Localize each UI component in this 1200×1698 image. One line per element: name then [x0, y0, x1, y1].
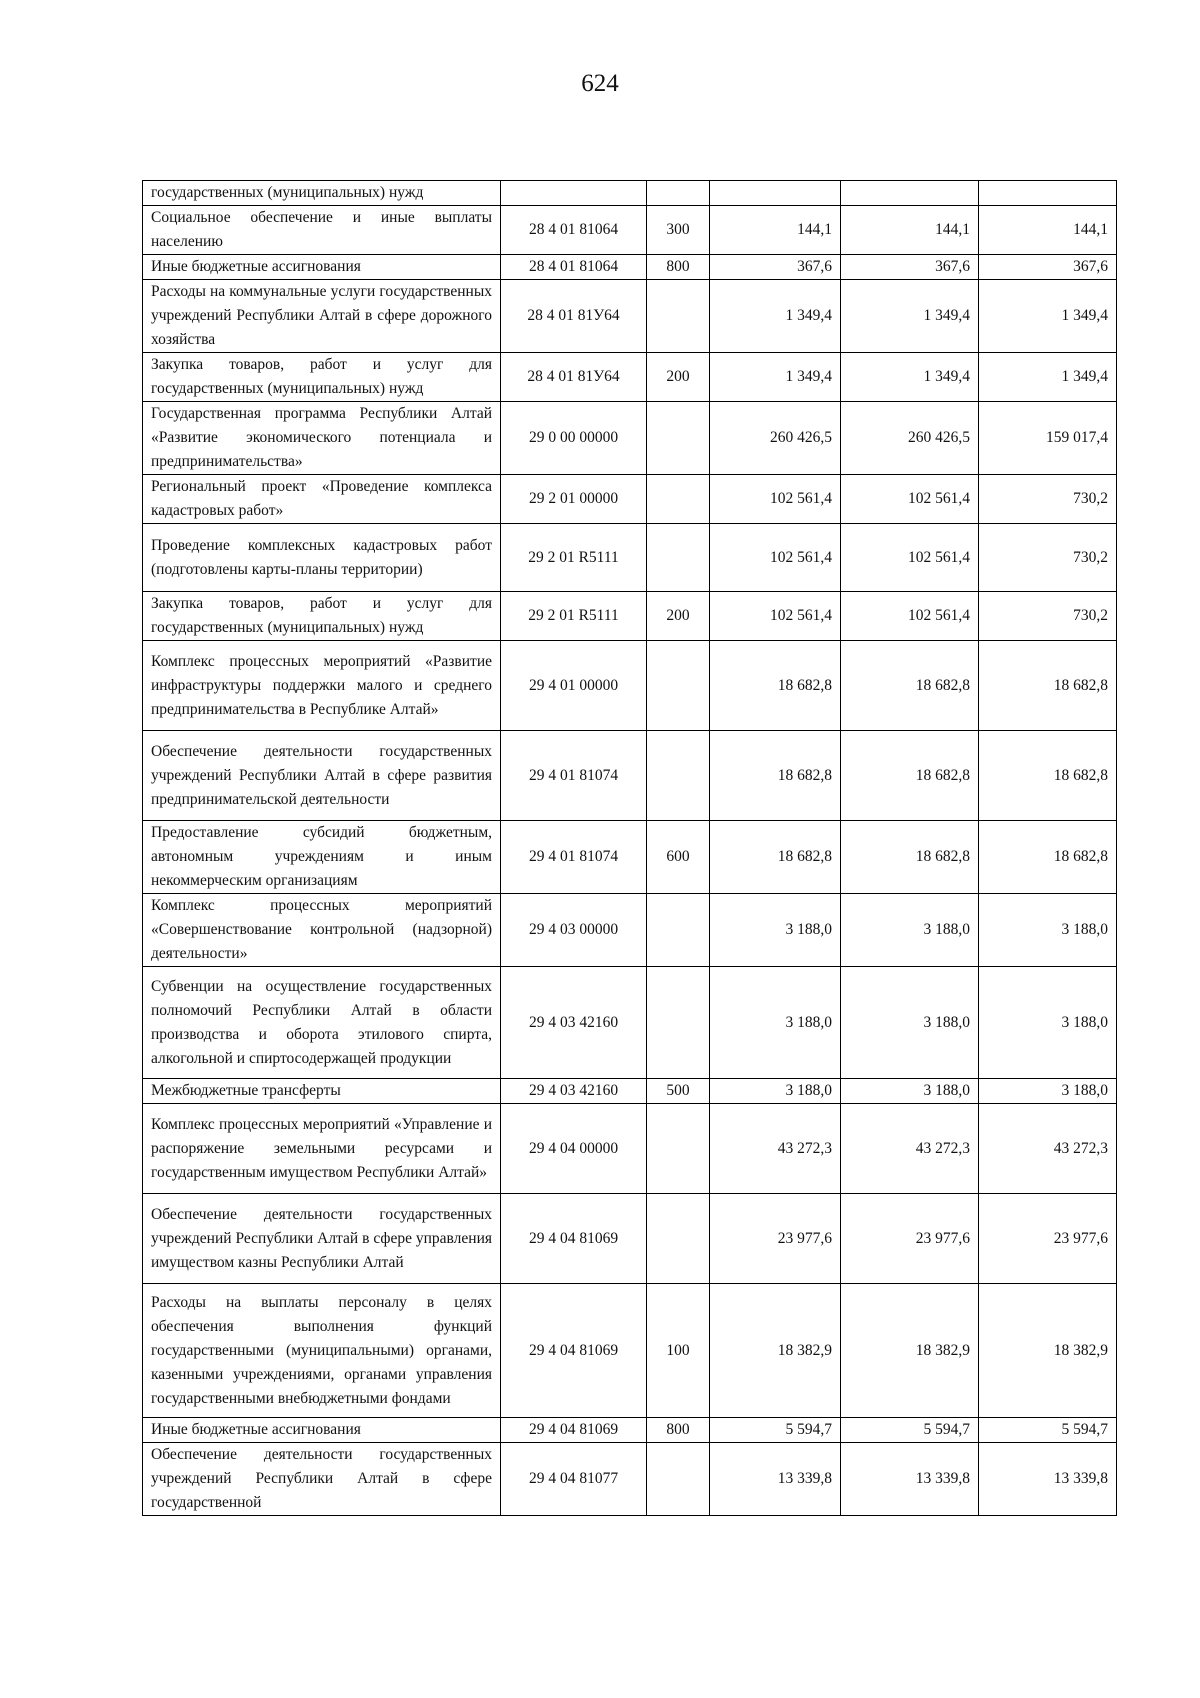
amount-year2-cell: 13 339,8: [841, 1443, 979, 1516]
target-code-cell: 29 2 01 00000: [501, 475, 647, 524]
amount-year3-cell: 3 188,0: [979, 894, 1117, 967]
amount-year2-cell: 1 349,4: [841, 280, 979, 353]
amount-year2-cell: 23 977,6: [841, 1194, 979, 1284]
amount-year3-cell: 13 339,8: [979, 1443, 1117, 1516]
target-code-cell: 29 2 01 R5111: [501, 524, 647, 592]
amount-year1-cell: 1 349,4: [710, 353, 841, 402]
table-row: [143, 280, 1117, 353]
amount-year1-cell: 18 682,8: [710, 731, 841, 821]
amount-year3-cell: 23 977,6: [979, 1194, 1117, 1284]
amount-year2-cell: 18 682,8: [841, 641, 979, 731]
amount-year2-cell: 18 382,9: [841, 1284, 979, 1418]
expense-name-cell: Государственная программа Республики Алтай «Развитие экономического потенциала и предпринимательства»: [143, 402, 501, 475]
expense-name-cell: Иные бюджетные ассигнования: [143, 255, 501, 280]
expense-type-cell: 200: [647, 353, 710, 402]
amount-year3-cell: 43 272,3: [979, 1104, 1117, 1194]
expense-type-cell: 100: [647, 1284, 710, 1418]
amount-year2-cell: 102 561,4: [841, 475, 979, 524]
amount-year1-cell: 43 272,3: [710, 1104, 841, 1194]
amount-year3-cell: 1 349,4: [979, 353, 1117, 402]
expense-name-cell: Закупка товаров, работ и услуг для государственных (муниципальных) нужд: [143, 592, 501, 641]
target-code-cell: [501, 181, 647, 206]
expense-name-cell: Комплекс процессных мероприятий «Управление и распоряжение земельными ресурсами и государственным имуществом Республики Алтай»: [143, 1104, 501, 1194]
target-code-cell: 29 4 01 81074: [501, 731, 647, 821]
target-code-cell: 29 4 04 81069: [501, 1418, 647, 1443]
expense-type-cell: [647, 1194, 710, 1284]
table-row: [143, 475, 1117, 524]
amount-year2-cell: 144,1: [841, 206, 979, 255]
expense-name-cell: Социальное обеспечение и иные выплаты населению: [143, 206, 501, 255]
target-code-cell: 29 4 04 81069: [501, 1284, 647, 1418]
expense-name-cell: Расходы на выплаты персоналу в целях обеспечения выполнения функций государственными (муниципальными) органами, казенными учреждениями, органами управления государственными внебюджетными фондами: [143, 1284, 501, 1418]
target-code-cell: 29 2 01 R5111: [501, 592, 647, 641]
amount-year1-cell: 367,6: [710, 255, 841, 280]
amount-year1-cell: 23 977,6: [710, 1194, 841, 1284]
amount-year2-cell: 3 188,0: [841, 967, 979, 1079]
expense-type-cell: [647, 967, 710, 1079]
table-row: [143, 821, 1117, 894]
target-code-cell: 29 4 03 00000: [501, 894, 647, 967]
amount-year2-cell: 5 594,7: [841, 1418, 979, 1443]
expense-type-cell: 600: [647, 821, 710, 894]
amount-year1-cell: 18 682,8: [710, 641, 841, 731]
amount-year3-cell: 5 594,7: [979, 1418, 1117, 1443]
expense-type-cell: [647, 641, 710, 731]
table-row: [143, 206, 1117, 255]
expense-type-cell: 500: [647, 1079, 710, 1104]
amount-year1-cell: 144,1: [710, 206, 841, 255]
amount-year3-cell: 730,2: [979, 592, 1117, 641]
amount-year1-cell: 18 382,9: [710, 1284, 841, 1418]
target-code-cell: 29 4 04 00000: [501, 1104, 647, 1194]
expense-name-cell: государственных (муниципальных) нужд: [143, 181, 501, 206]
amount-year3-cell: 730,2: [979, 475, 1117, 524]
amount-year3-cell: 1 349,4: [979, 280, 1117, 353]
expense-name-cell: Обеспечение деятельности государственных учреждений Республики Алтай в сфере государственной: [143, 1443, 501, 1516]
expense-type-cell: [647, 181, 710, 206]
expense-type-cell: [647, 1104, 710, 1194]
amount-year3-cell: 18 682,8: [979, 731, 1117, 821]
target-code-cell: 29 4 01 00000: [501, 641, 647, 731]
amount-year1-cell: 1 349,4: [710, 280, 841, 353]
expense-type-cell: [647, 731, 710, 821]
expense-name-cell: Комплекс процессных мероприятий «Совершенствование контрольной (надзорной) деятельности»: [143, 894, 501, 967]
table-row: [143, 524, 1117, 592]
expense-name-cell: Региональный проект «Проведение комплекса кадастровых работ»: [143, 475, 501, 524]
target-code-cell: 29 0 00 00000: [501, 402, 647, 475]
amount-year2-cell: [841, 181, 979, 206]
amount-year3-cell: 367,6: [979, 255, 1117, 280]
expense-name-cell: Предоставление субсидий бюджетным, автономным учреждениям и иным некоммерческим организациям: [143, 821, 501, 894]
page-number: 624: [581, 70, 619, 97]
expense-type-cell: [647, 1443, 710, 1516]
target-code-cell: 29 4 01 81074: [501, 821, 647, 894]
amount-year2-cell: 260 426,5: [841, 402, 979, 475]
amount-year1-cell: 5 594,7: [710, 1418, 841, 1443]
amount-year2-cell: 3 188,0: [841, 1079, 979, 1104]
amount-year1-cell: 3 188,0: [710, 894, 841, 967]
expense-type-cell: [647, 894, 710, 967]
target-code-cell: 28 4 01 81064: [501, 255, 647, 280]
amount-year2-cell: 43 272,3: [841, 1104, 979, 1194]
table-row: [143, 731, 1117, 821]
expense-name-cell: Закупка товаров, работ и услуг для государственных (муниципальных) нужд: [143, 353, 501, 402]
amount-year2-cell: 3 188,0: [841, 894, 979, 967]
amount-year1-cell: 102 561,4: [710, 475, 841, 524]
amount-year2-cell: 18 682,8: [841, 731, 979, 821]
expense-name-cell: Субвенции на осуществление государственных полномочий Республики Алтай в области производства и оборота этилового спирта, алкогольной и спиртосодержащей продукции: [143, 967, 501, 1079]
expense-type-cell: [647, 280, 710, 353]
expense-type-cell: [647, 524, 710, 592]
expense-type-cell: 800: [647, 1418, 710, 1443]
amount-year3-cell: 18 682,8: [979, 821, 1117, 894]
target-code-cell: 29 4 03 42160: [501, 967, 647, 1079]
budget-table-body: [143, 181, 1117, 1516]
amount-year3-cell: 144,1: [979, 206, 1117, 255]
target-code-cell: 28 4 01 81У64: [501, 280, 647, 353]
amount-year3-cell: 159 017,4: [979, 402, 1117, 475]
table-row: [143, 402, 1117, 475]
expense-name-cell: Расходы на коммунальные услуги государственных учреждений Республики Алтай в сфере дорожного хозяйства: [143, 280, 501, 353]
expense-type-cell: 300: [647, 206, 710, 255]
table-row: [143, 1284, 1117, 1418]
expense-name-cell: Обеспечение деятельности государственных учреждений Республики Алтай в сфере управления имуществом казны Республики Алтай: [143, 1194, 501, 1284]
expense-name-cell: Межбюджетные трансферты: [143, 1079, 501, 1104]
target-code-cell: 29 4 03 42160: [501, 1079, 647, 1104]
table-row: [143, 1443, 1117, 1516]
table-row: [143, 353, 1117, 402]
amount-year2-cell: 102 561,4: [841, 592, 979, 641]
target-code-cell: 28 4 01 81У64: [501, 353, 647, 402]
amount-year3-cell: 18 682,8: [979, 641, 1117, 731]
table-row: [143, 1104, 1117, 1194]
amount-year1-cell: 3 188,0: [710, 967, 841, 1079]
amount-year1-cell: 18 682,8: [710, 821, 841, 894]
expense-name-cell: Иные бюджетные ассигнования: [143, 1418, 501, 1443]
amount-year1-cell: 260 426,5: [710, 402, 841, 475]
expense-name-cell: Комплекс процессных мероприятий «Развитие инфраструктуры поддержки малого и среднего предпринимательства в Республике Алтай»: [143, 641, 501, 731]
table-row: [143, 894, 1117, 967]
target-code-cell: 28 4 01 81064: [501, 206, 647, 255]
amount-year2-cell: 1 349,4: [841, 353, 979, 402]
amount-year3-cell: 730,2: [979, 524, 1117, 592]
expense-type-cell: 800: [647, 255, 710, 280]
expense-name-cell: Обеспечение деятельности государственных учреждений Республики Алтай в сфере развития предпринимательской деятельности: [143, 731, 501, 821]
table-row: [143, 641, 1117, 731]
amount-year1-cell: 3 188,0: [710, 1079, 841, 1104]
table-row: [143, 1079, 1117, 1104]
amount-year1-cell: 102 561,4: [710, 524, 841, 592]
amount-year3-cell: [979, 181, 1117, 206]
table-row: [143, 967, 1117, 1079]
amount-year1-cell: [710, 181, 841, 206]
expense-type-cell: 200: [647, 592, 710, 641]
amount-year3-cell: 18 382,9: [979, 1284, 1117, 1418]
budget-table: [142, 180, 1117, 1516]
amount-year1-cell: 102 561,4: [710, 592, 841, 641]
table-row: [143, 255, 1117, 280]
amount-year2-cell: 102 561,4: [841, 524, 979, 592]
expense-type-cell: [647, 402, 710, 475]
table-row: [143, 1194, 1117, 1284]
amount-year2-cell: 18 682,8: [841, 821, 979, 894]
table-row: [143, 592, 1117, 641]
expense-name-cell: Проведение комплексных кадастровых работ (подготовлены карты-планы территории): [143, 524, 501, 592]
amount-year1-cell: 13 339,8: [710, 1443, 841, 1516]
expense-type-cell: [647, 475, 710, 524]
table-row: [143, 1418, 1117, 1443]
target-code-cell: 29 4 04 81077: [501, 1443, 647, 1516]
amount-year3-cell: 3 188,0: [979, 967, 1117, 1079]
table-row: [143, 181, 1117, 206]
target-code-cell: 29 4 04 81069: [501, 1194, 647, 1284]
amount-year2-cell: 367,6: [841, 255, 979, 280]
amount-year3-cell: 3 188,0: [979, 1079, 1117, 1104]
